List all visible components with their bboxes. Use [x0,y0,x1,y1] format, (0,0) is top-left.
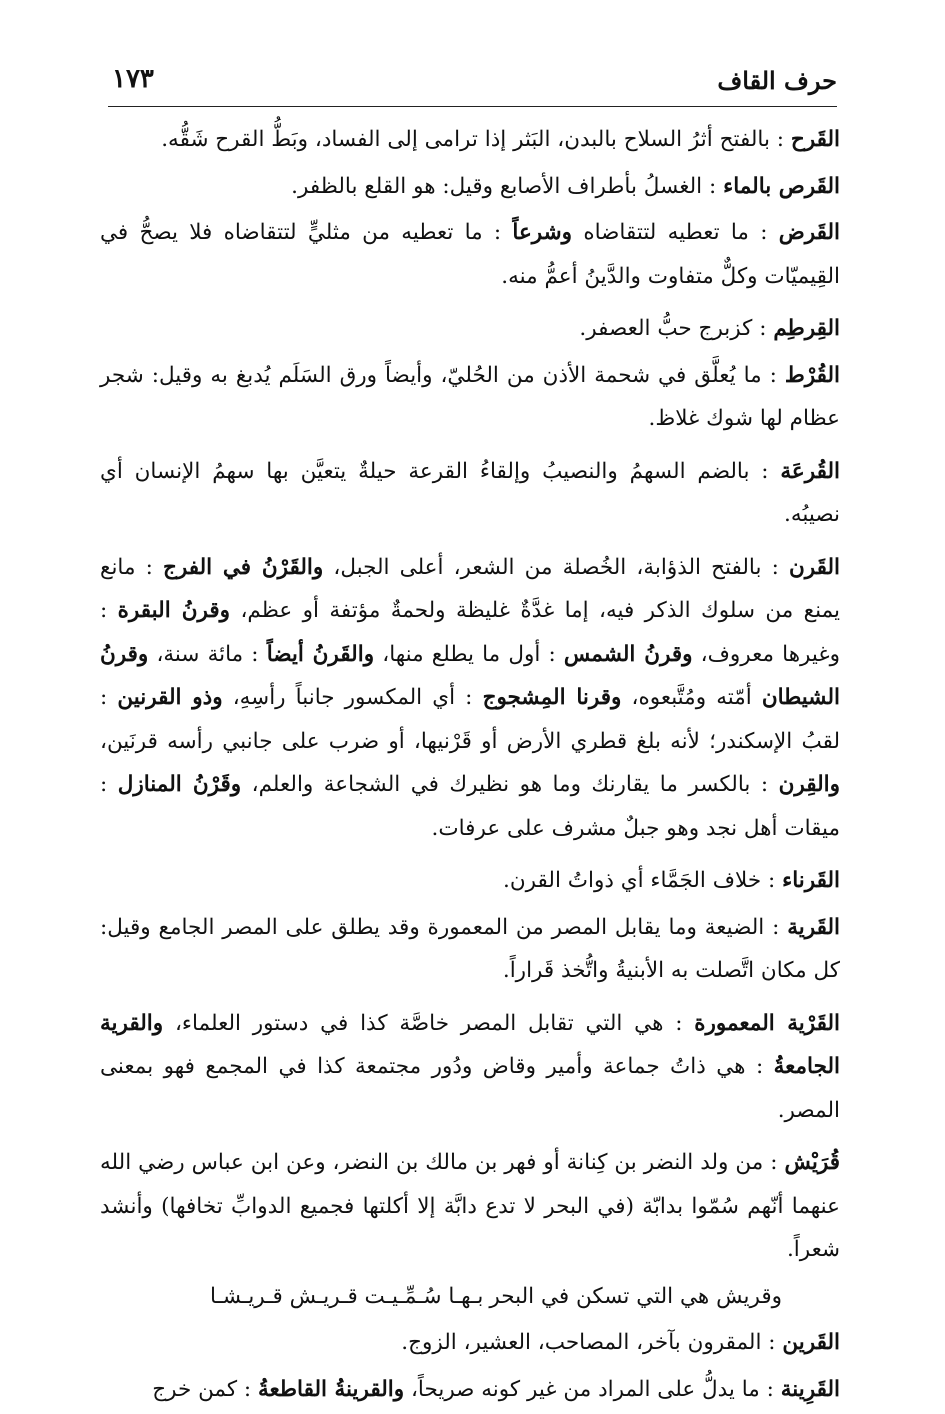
entry-definition: : كزبرج حبُّ العصفر. [579,316,767,341]
entry-definition: : ما يدلُّ على المراد من غير كونه صريحاً، [410,1376,774,1402]
entry-term: قُرَيْش [784,1150,840,1175]
entry-definition: : من ولد النضر بن كِنانة أو فهر بن مالك بن النضر، وعن ابن عباس رضي الله عنهما أنّهم سُمّوا بدابّة (في البحر لا تدع دابَّة إلا أكلتها فجميع الدوابِّ تخافها) وأنشد شعراً. [100,1150,840,1262]
entry-definition: : ميقات أهل نجد وهو جبلٌ مشرف على عرفات. [100,772,840,841]
entry-definition: : ما تعطيه لتتقاضاه [583,220,768,245]
entry-qarina [100,1368,840,1412]
entry-subterm: وشرعاً [512,220,573,245]
entry-subterm: وقَرْنُ المنازل [117,772,242,797]
dictionary-entries [100,118,840,1414]
entry-definition: : بالضم السهمُ والنصيبُ وإلقاءُ القرعة حيلةٌ يتعيَّن بها سهمُ الإنسان أي نصيبُه. [100,458,840,527]
verse-second-hemistich: بـهـا سُـمِّـيـت قـريـش قـريـشـا [210,1283,484,1309]
entry-subterm: والقَرنُ أيضاً [266,641,375,667]
entry-definition: : ما تعطيه من مثليٍّ لتتقاضاه فلا يصحُّ في القِيميّات وكلٌّ متفاوت والدَّينُ أعمُّ منه. [100,220,840,289]
entry-definition: : وغيرها معروف، [100,598,841,667]
entry-quraysh [100,1141,840,1272]
entry-subterm: والقرية الجامعةُ [100,1010,840,1079]
entry-qarn [100,546,840,851]
entry-term: القِرطِم [773,316,840,341]
entry-term: القَرِينة [780,1376,840,1402]
entry-subterm: والقرينةُ القاطعةُ [258,1376,405,1402]
entry-qarya-mamura [100,1002,840,1133]
entry-term: القَرض [778,220,840,245]
entry-subterm: وقرنُ الشمس [563,641,693,667]
entry-definition: : أول ما يطلع منها، [382,641,556,667]
running-head: حرف القاف [717,66,837,95]
entry-definition: : مائة سنة، [156,641,259,667]
verse-first-hemistich: وقريش هي التي تسكن في البحر [489,1283,782,1309]
entry-definition: : بالفتح أثرُ السلاح بالبدن، البَثر إذا ترامى إلى الفساد، وبَطُّ القرح شَقُّه. [161,127,784,152]
entry-qard [100,211,840,298]
entry-definition: : بالكسر ما يقارنك وما هو نظيرك في الشجاعة والعلم، [251,772,769,797]
entry-subterm: وقرنا المِشجوج [482,685,622,710]
entry-definition: : هي التي تقابل المصر خاصَّة كذا في دستور العلماء، [174,1010,683,1036]
page-number: ١٧٣ [112,64,154,94]
entry-definition: : المقرون بآخر، المصاحب، العشير، الزوج. [401,1330,776,1355]
entry-term: القُرعَة [780,458,840,484]
entry-definition: : ما يُعلَّق في شحمة الأذن من الحُليّ، وأيضاً ورق السَلَم يُدبغ به وقيل: شجر عظام لها شوك غلاظ. [100,362,840,431]
entry-term: القَرين [782,1330,840,1355]
entry-definition: : الغسلُ بأطراف الأصابع وقيل: هو القلع بالظفر. [291,173,717,199]
entry-term: القَرناء [782,868,840,893]
entry-term: القَرية [787,914,840,940]
entry-term: القَرح [790,127,840,152]
entry-qarya [100,906,840,993]
poetry-verse [100,1275,840,1319]
entry-qurah [100,450,840,537]
entry-definition: : أي المكسور جانباً رأسِهِ، [232,685,473,710]
entry-subterm: والقِرن [778,772,840,797]
entry-term: القَرْية المعمورة [694,1010,840,1036]
entry-subterm: وقرنُ الشيطان [100,641,840,710]
entry-subterm: وذو القرنين [117,685,223,710]
entry-subterm: والقَرْنُ في الفرج [162,554,324,580]
entry-definition: : هي ذاتُ جماعة وأمير وقاض ودُور مجتمعة كذا في المجمع فهو بمعنى المصر. [100,1054,840,1123]
entry-qarna [100,859,840,903]
entry-definition: : مانع يمنع من سلوك الذكر فيه، إما غدَّةٌ غليظة ولحمةٌ مؤتفة أو عظم، [100,554,841,623]
entry-term: القُرْط [784,362,840,388]
entry-qirtim [100,307,840,351]
entry-definition: : لقبُ الإسكندر؛ لأنه بلغ قطري الأرض أو قَرْنيها، أو ضرب على جانبي رأسه قرنَين، [100,685,840,754]
entry-definition: أمّته ومُتَّبعوه، [631,685,752,710]
entry-definition: : الضيعة وما يقابل المصر من المعمورة وقد يطلق على المصر الجامع وقيل: كل مكان اتَّصلت به الأبنيةُ واتُّخذ قَراراً. [100,914,840,983]
page-header [108,62,837,107]
entry-qarin [100,1321,840,1365]
entry-term: القَرص بالماء [723,173,840,199]
entry-definition: : كمن خرج [152,1376,252,1402]
entry-subterm: وقرنُ البقرة [117,598,231,623]
entry-qarh [100,118,840,162]
entry-definition: : بالفتح الذؤابة، الخُصلة من الشعر، أعلى الجبل، [333,554,779,580]
entry-definition: : خلاف الجَمَّاء أي ذواتُ القرن. [503,868,776,893]
entry-qars [100,165,840,209]
entry-qurt [100,354,840,441]
entry-term: القَرن [788,554,841,580]
